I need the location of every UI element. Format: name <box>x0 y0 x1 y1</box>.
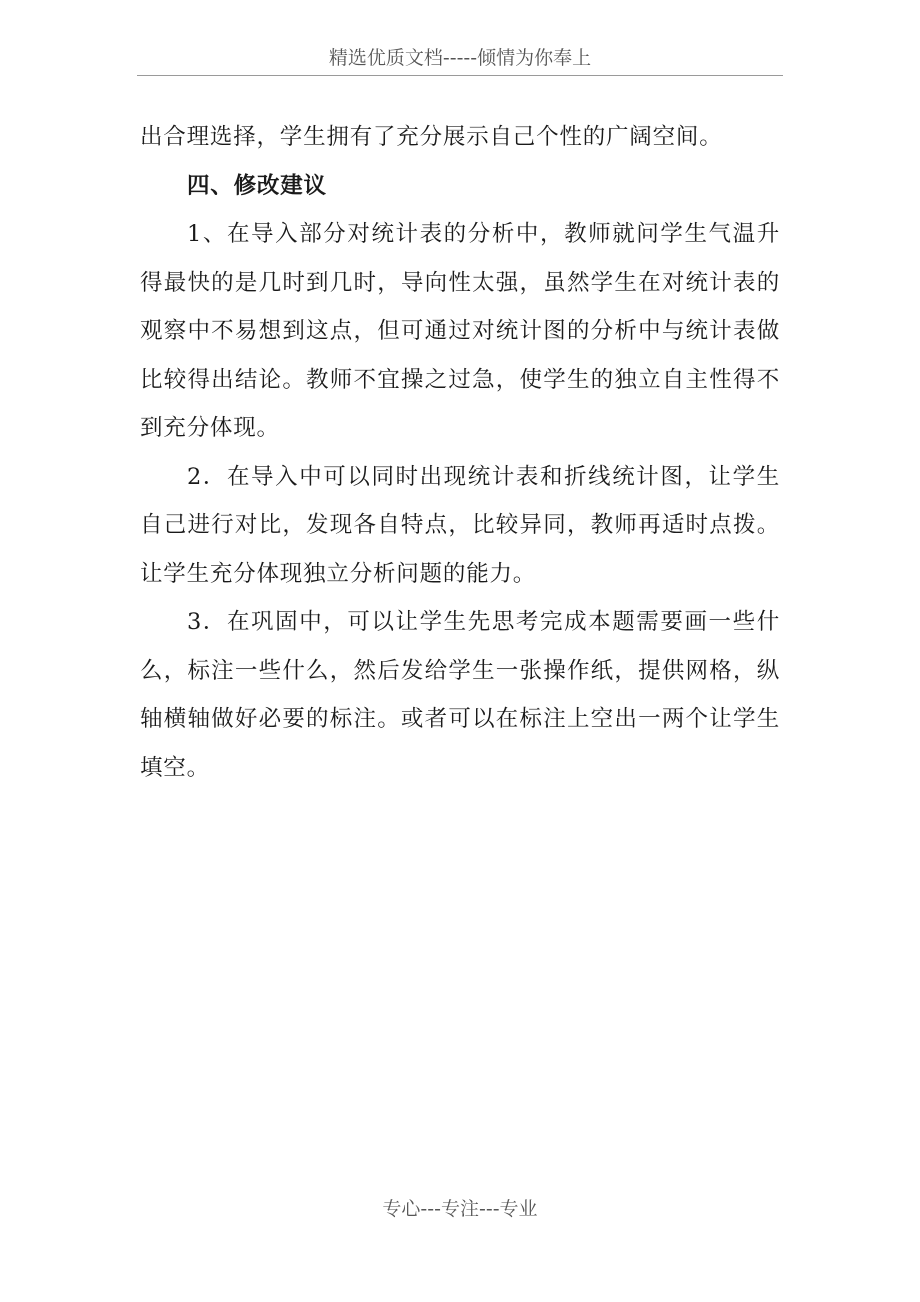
section-heading: 四、修改建议 <box>187 172 327 199</box>
intro-paragraph-tail: 出合理选择，学生拥有了充分展示自己个性的广阔空间。 <box>140 124 723 150</box>
suggestion-paragraph-1: 1、在导入部分对统计表的分析中，教师就问学生气温升得最快的是几时到几时，导向性太强，虽然学生在对统计表的观察中不易想到这点，但可通过对统计图的分析中与统计表做比较得出结论。教师不宜操之过急，使学生的独立自主性得不到充分体现。 <box>140 221 780 441</box>
page-footer: 专心---专注---专业 <box>382 1198 538 1220</box>
suggestion-paragraph-2: 2．在导入中可以同时出现统计表和折线统计图，让学生自己进行对比，发现各自特点，比较异同，教师再适时点拨。让学生充分体现独立分析问题的能力。 <box>140 463 780 587</box>
page-header: 精选优质文档-----倾情为你奉上 <box>328 47 592 69</box>
header-divider <box>137 75 783 76</box>
document-body <box>140 113 780 792</box>
suggestion-paragraph-3: 3．在巩固中，可以让学生先思考完成本题需要画一些什么，标注一些什么，然后发给学生一张操作纸，提供网格，纵轴横轴做好必要的标注。或者可以在标注上空出一两个让学生填空。 <box>140 609 780 781</box>
